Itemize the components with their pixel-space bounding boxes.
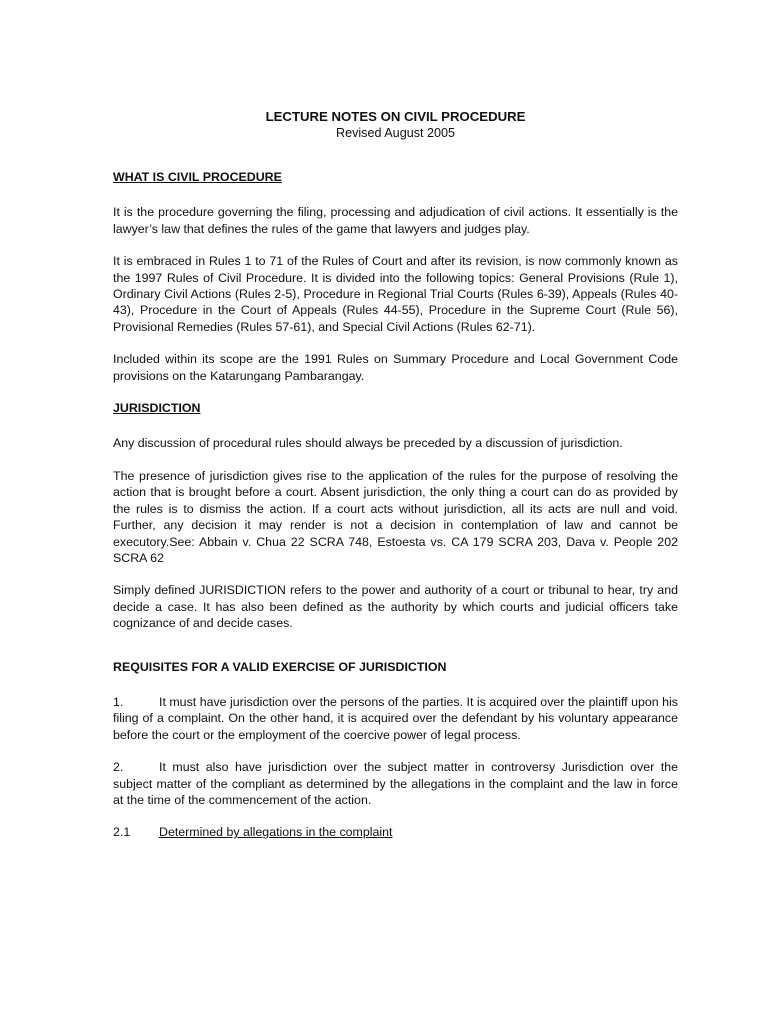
paragraph: It is the procedure governing the filing, processing and adjudication of civil actions. It essentially is the lawyer’s law that defines the rules of the game that lawyers and judges play. bbox=[113, 205, 678, 236]
paragraph: The presence of jurisdiction gives rise to the application of the rules for the purpose of resolving the action that is brought before a court. Absent jurisdiction, the only thing a court can do as provided by the rules is to dismiss the action. If a court acts without jurisdiction, all its acts are null and void. Further, any decision it may render is not a decision in contemplation of law and cannot be executory.See: Abbain v. Chua 22 SCRA 748, Estoesta vs. CA 179 SCRA 203, Dava v. People 202 SCRA 62 bbox=[113, 468, 678, 565]
sub-item-label: Determined by allegations in the complaint bbox=[159, 825, 393, 840]
paragraph: Any discussion of procedural rules should always be preceded by a discussion of jurisdiction. bbox=[113, 436, 623, 451]
sub-item-number: 2.1 bbox=[113, 825, 131, 840]
section-heading-requisites: REQUISITES FOR A VALID EXERCISE OF JURISDICTION bbox=[113, 659, 447, 674]
document-title: LECTURE NOTES ON CIVIL PROCEDURE bbox=[265, 109, 526, 124]
item-number: 2. bbox=[113, 760, 124, 775]
numbered-item bbox=[113, 759, 678, 808]
item-text: It must also have jurisdiction over the subject matter in controversy Jurisdiction over the subject matter of the compliant as determined by the allegations in the complaint and the law in force at the time of the commencement of the action. bbox=[113, 760, 678, 807]
paragraph: It is embraced in Rules 1 to 71 of the Rules of Court and after its revision, is now commonly known as the 1997 Rules of Civil Procedure. It is divided into the following topics: General Provisions (Rule 1), Ordinary Civil Actions (Rules 2-5), Procedure in Regional Trial Courts (Rules 6-39), Appeals (Rules 40-43), Procedure in the Court of Appeals (Rules 44-55), Procedure in the Supreme Court (Rule 56), Provisional Remedies (Rules 57-61), and Special Civil Actions (Rules 62-71). bbox=[113, 254, 678, 334]
document-subtitle: Revised August 2005 bbox=[335, 126, 456, 140]
paragraph: Simply defined JURISDICTION refers to the power and authority of a court or tribunal to hear, try and decide a case. It has also been defined as the authority by which courts and judicial officers take cognizance of and decide cases. bbox=[113, 583, 678, 631]
section-heading-jurisdiction: JURISDICTION bbox=[113, 401, 201, 416]
item-text: It must have jurisdiction over the persons of the parties. It is acquired over the plaintiff upon his filing of a complaint. On the other hand, it is acquired over the defendant by his voluntary appearance before the court or the employment of the coercive power of legal process. bbox=[113, 694, 678, 742]
sub-item bbox=[113, 824, 678, 840]
numbered-item bbox=[113, 694, 678, 743]
document-content bbox=[113, 108, 678, 841]
paragraph: Included within its scope are the 1991 Rules on Summary Procedure and Local Government Code provisions on the Katarungang Pambarangay. bbox=[113, 352, 678, 383]
item-number: 1. bbox=[113, 694, 124, 709]
section-heading-civil-procedure: WHAT IS CIVIL PROCEDURE bbox=[113, 170, 282, 184]
